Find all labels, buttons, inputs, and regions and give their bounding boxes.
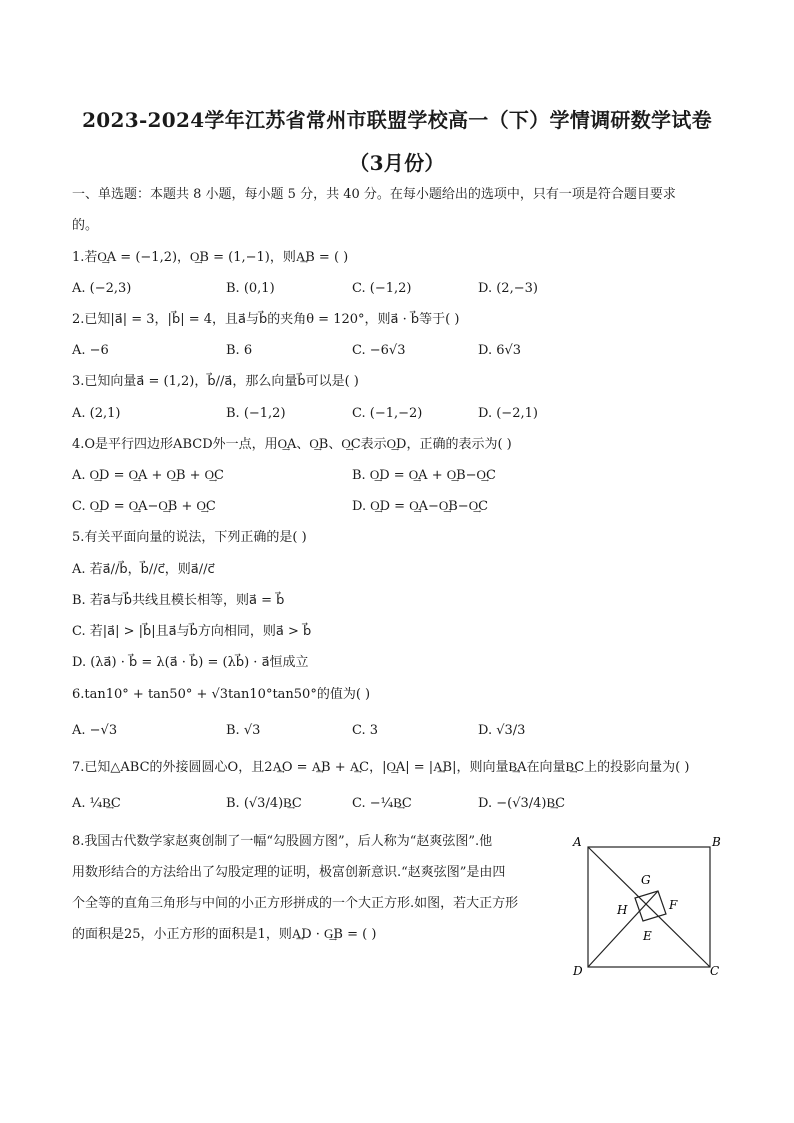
question-6-option-b: B. √3 <box>226 723 261 738</box>
question-5-option-a: A. 若a⃗//b⃗，b⃗//c⃗，则a⃗//c⃗ <box>72 562 215 577</box>
question-7-option-a: A. ¼B͢C <box>72 796 121 811</box>
question-4-stem: 4.O是平行四边形ABCD外一点，用O͢A、O͢B、O͢C表示O͢D，正确的表示为( ) <box>72 437 512 452</box>
diagonal-line-ac <box>588 847 710 967</box>
question-2-option-c: C. −6√3 <box>352 343 406 358</box>
question-3-option-b: B. (−1,2) <box>226 406 286 421</box>
question-2-option-a: A. −6 <box>72 343 109 358</box>
label-g: G <box>641 873 651 887</box>
question-1-option-a: A. (−2,3) <box>72 281 132 296</box>
question-1-option-d: D. (2,−3) <box>478 281 538 296</box>
question-7-stem: 7.已知△ABC的外接圆圆心O，且2A͢O = A͢B + A͢C，|O͢A| = |A͢B|，则向量B͢A在向量B͢C上的投影向量为( ) <box>72 760 690 775</box>
question-4-option-b: B. O͢D = O͢A + O͢B−O͢C <box>352 468 496 483</box>
question-3-option-c: C. (−1,−2) <box>352 406 423 421</box>
section-intro-cont: 的。 <box>72 218 99 233</box>
question-5-option-c: C. 若|a⃗| > |b⃗|且a⃗与b⃗方向相同，则a⃗ > b⃗ <box>72 624 312 639</box>
label-b: B <box>712 835 721 849</box>
label-e: E <box>643 929 652 943</box>
question-6-option-d: D. √3/3 <box>478 723 526 738</box>
page-subtitle: （3月份） <box>349 151 445 175</box>
section-intro: 一、单选题：本题共 8 小题，每小题 5 分，共 40 分。在每小题给出的选项中，只有一项是符合题目要求 <box>72 187 676 202</box>
question-3-stem: 3.已知向量a⃗ = (1,2)，b⃗//a⃗，那么向量b⃗可以是( ) <box>72 374 359 389</box>
question-5-option-b: B. 若a⃗与b⃗共线且模长相等，则a⃗ = b⃗ <box>72 593 285 608</box>
question-7-option-c: C. −¼B͢C <box>352 796 412 811</box>
question-6-option-a: A. −√3 <box>72 723 118 738</box>
question-4-option-c: C. O͢D = O͢A−O͢B + O͢C <box>72 499 216 514</box>
inner-square <box>635 891 666 921</box>
question-4-option-a: A. O͢D = O͢A + O͢B + O͢C <box>72 468 224 483</box>
label-h: H <box>617 903 628 917</box>
question-2-option-b: B. 6 <box>226 343 253 358</box>
question-8-stem-line-2: 用数形结合的方法给出了勾股定理的证明，极富创新意识.“赵爽弦图”是由四 <box>72 865 506 880</box>
question-2-option-d: D. 6√3 <box>478 343 522 358</box>
label-f: F <box>669 898 678 912</box>
question-7-option-d: D. −(√3/4)B͢C <box>478 796 566 811</box>
question-3-option-a: A. (2,1) <box>72 406 121 421</box>
line-d-to-g <box>588 891 658 967</box>
question-1-stem: 1.若O͢A = (−1,2)，O͢B = (1,−1)，则A͢B = ( ) <box>72 250 349 265</box>
label-d: D <box>573 964 583 978</box>
question-1-option-c: C. (−1,2) <box>352 281 412 296</box>
question-2-stem: 2.已知|a⃗| = 3，|b⃗| = 4，且a⃗与b⃗的夹角θ = 120°，则a⃗ · b⃗等于( ) <box>72 312 460 327</box>
question-8-stem-line-3: 个全等的直角三角形与中间的小正方形拼成的一个大正方形.如图，若大正方形 <box>72 896 519 911</box>
outer-square <box>588 847 710 967</box>
question-6-option-c: C. 3 <box>352 723 379 738</box>
question-1-option-b: B. (0,1) <box>226 281 275 296</box>
question-4-option-d: D. O͢D = O͢A−O͢B−O͢C <box>352 499 489 514</box>
question-3-option-d: D. (−2,1) <box>478 406 538 421</box>
question-8-stem-line-4: 的面积是25，小正方形的面积是1，则A͢D · G͢B = ( ) <box>72 927 377 942</box>
page-title: 2023-2024学年江苏省常州市联盟学校高一（下）学情调研数学试卷 <box>82 108 712 132</box>
question-5-stem: 5.有关平面向量的说法，下列正确的是( ) <box>72 530 307 545</box>
label-a: A <box>573 835 582 849</box>
label-c: C <box>710 964 720 978</box>
question-8-stem-line-1: 8.我国古代数学家赵爽创制了一幅“勾股圆方图”，后人称为“赵爽弦图”.他 <box>72 834 493 849</box>
question-7-option-b: B. (√3/4)B͢C <box>226 796 302 811</box>
question-6-stem: 6.tan10° + tan50° + √3tan10°tan50°的值为( ) <box>72 687 371 702</box>
question-5-option-d: D. (λa⃗) · b⃗ = λ(a⃗ · b⃗) = (λb⃗) · a⃗恒成立 <box>72 655 309 670</box>
